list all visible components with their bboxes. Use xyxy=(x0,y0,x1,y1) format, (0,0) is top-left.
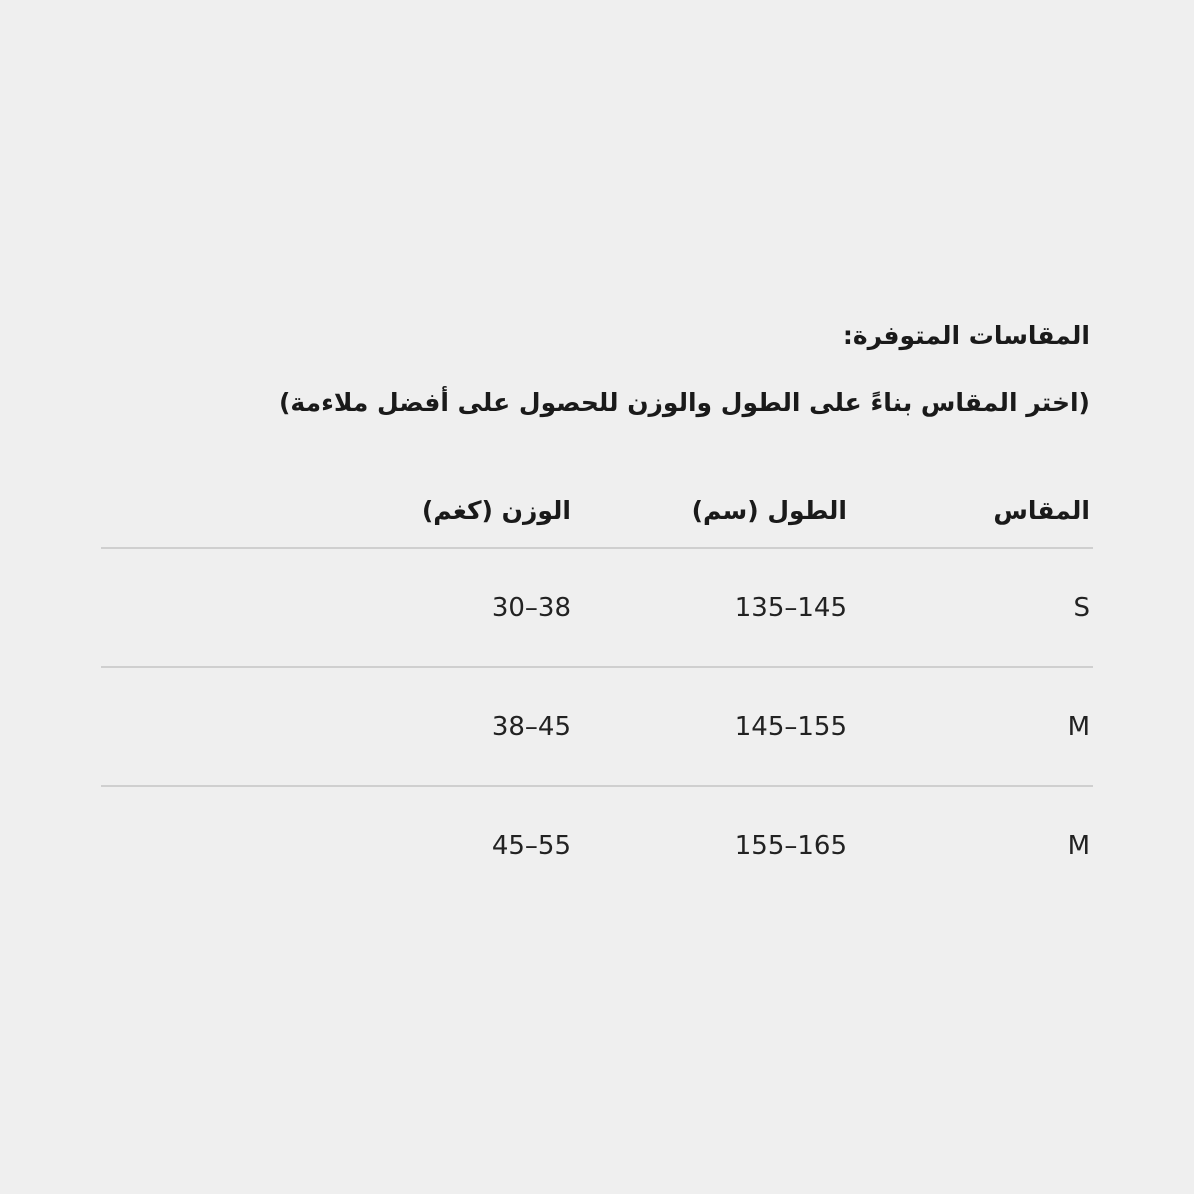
size-table xyxy=(101,491,1093,905)
size-cell: M xyxy=(1067,711,1090,742)
header-size: المقاس xyxy=(993,496,1090,525)
size-cell: S xyxy=(1073,592,1090,623)
header-weight: الوزن (كغم) xyxy=(421,496,571,525)
height-value: 135–145 xyxy=(734,592,847,623)
table-row xyxy=(101,548,1093,667)
height-value: 155–165 xyxy=(734,831,847,861)
height-cell xyxy=(571,667,847,786)
weight-value: 38–45 xyxy=(491,711,571,742)
table-row xyxy=(101,786,1093,905)
table-row xyxy=(101,667,1093,786)
weight-cell xyxy=(101,548,571,667)
page-subtitle: (اختر المقاس بناءً على الطول والوزن للحصول على أفضل ملاءمة) xyxy=(279,388,1090,417)
size-guide xyxy=(101,300,1093,905)
weight-value: 30–38 xyxy=(491,592,571,623)
height-cell xyxy=(571,548,847,667)
height-value: 145–155 xyxy=(734,711,847,742)
header-height: الطول (سم) xyxy=(691,496,847,525)
page-title: المقاسات المتوفرة: xyxy=(842,321,1090,350)
height-cell xyxy=(571,786,847,905)
table-header-row xyxy=(101,491,1093,548)
weight-cell xyxy=(101,786,571,905)
weight-value: 45–55 xyxy=(491,831,571,861)
size-cell: M xyxy=(1067,831,1090,861)
weight-cell xyxy=(101,667,571,786)
